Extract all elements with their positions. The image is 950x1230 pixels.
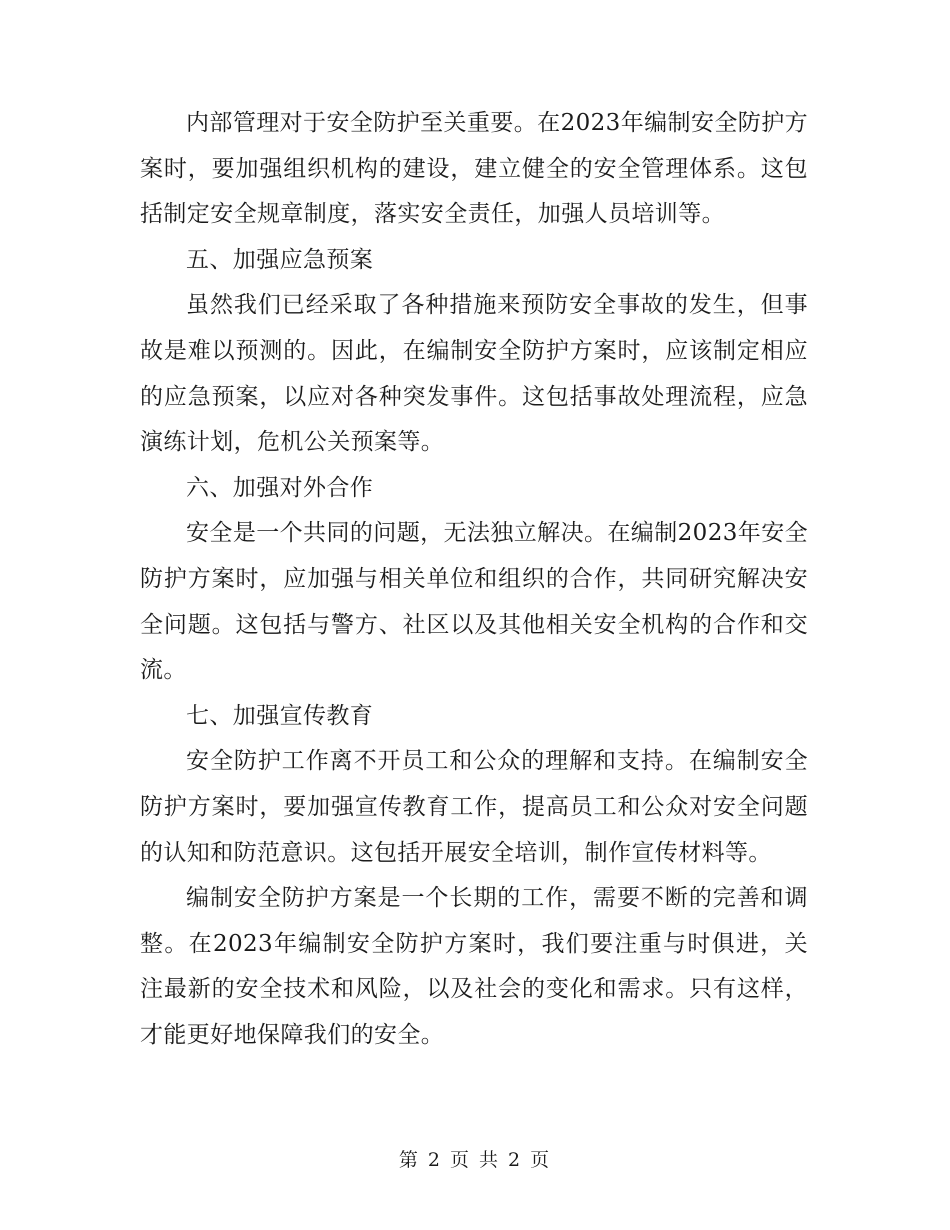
page-number-footer: 第 2 页 共 2 页 — [398, 1149, 552, 1171]
paragraph-internal-management: 内部管理对于安全防护至关重要。在2023年编制安全防护方案时，要加强组织机构的建设，建立健全的安全管理体系。这包括制定安全规章制度，落实安全责任，加强人员培训等。 — [140, 110, 808, 228]
document-body — [140, 101, 808, 1058]
paragraph-conclusion: 编制安全防护方案是一个长期的工作，需要不断的完善和调整。在2023年编制安全防护方案时，我们要注重与时俱进，关注最新的安全技术和风险，以及社会的变化和需求。只有这样，才能更好地保障我们的安全。 — [140, 885, 808, 1048]
section-heading-publicity-education: 七、加强宣传教育 — [186, 702, 374, 729]
paragraph-publicity-education: 安全防护工作离不开员工和公众的理解和支持。在编制安全防护方案时，要加强宣传教育工作，提高员工和公众对安全问题的认知和防范意识。这包括开展安全培训，制作宣传材料等。 — [140, 748, 808, 866]
section-heading-external-cooperation: 六、加强对外合作 — [186, 474, 374, 501]
paragraph-emergency-plan: 虽然我们已经采取了各种措施来预防安全事故的发生，但事故是难以预测的。因此，在编制安全防护方案时，应该制定相应的应急预案，以应对各种突发事件。这包括事故处理流程，应急演练计划，危机公关预案等。 — [140, 292, 808, 456]
paragraph-external-cooperation: 安全是一个共同的问题，无法独立解决。在编制2023年安全防护方案时，应加强与相关单位和组织的合作，共同研究解决安全问题。这包括与警方、社区以及其他相关安全机构的合作和交流。 — [140, 520, 808, 684]
section-heading-emergency-plan: 五、加强应急预案 — [186, 246, 374, 273]
